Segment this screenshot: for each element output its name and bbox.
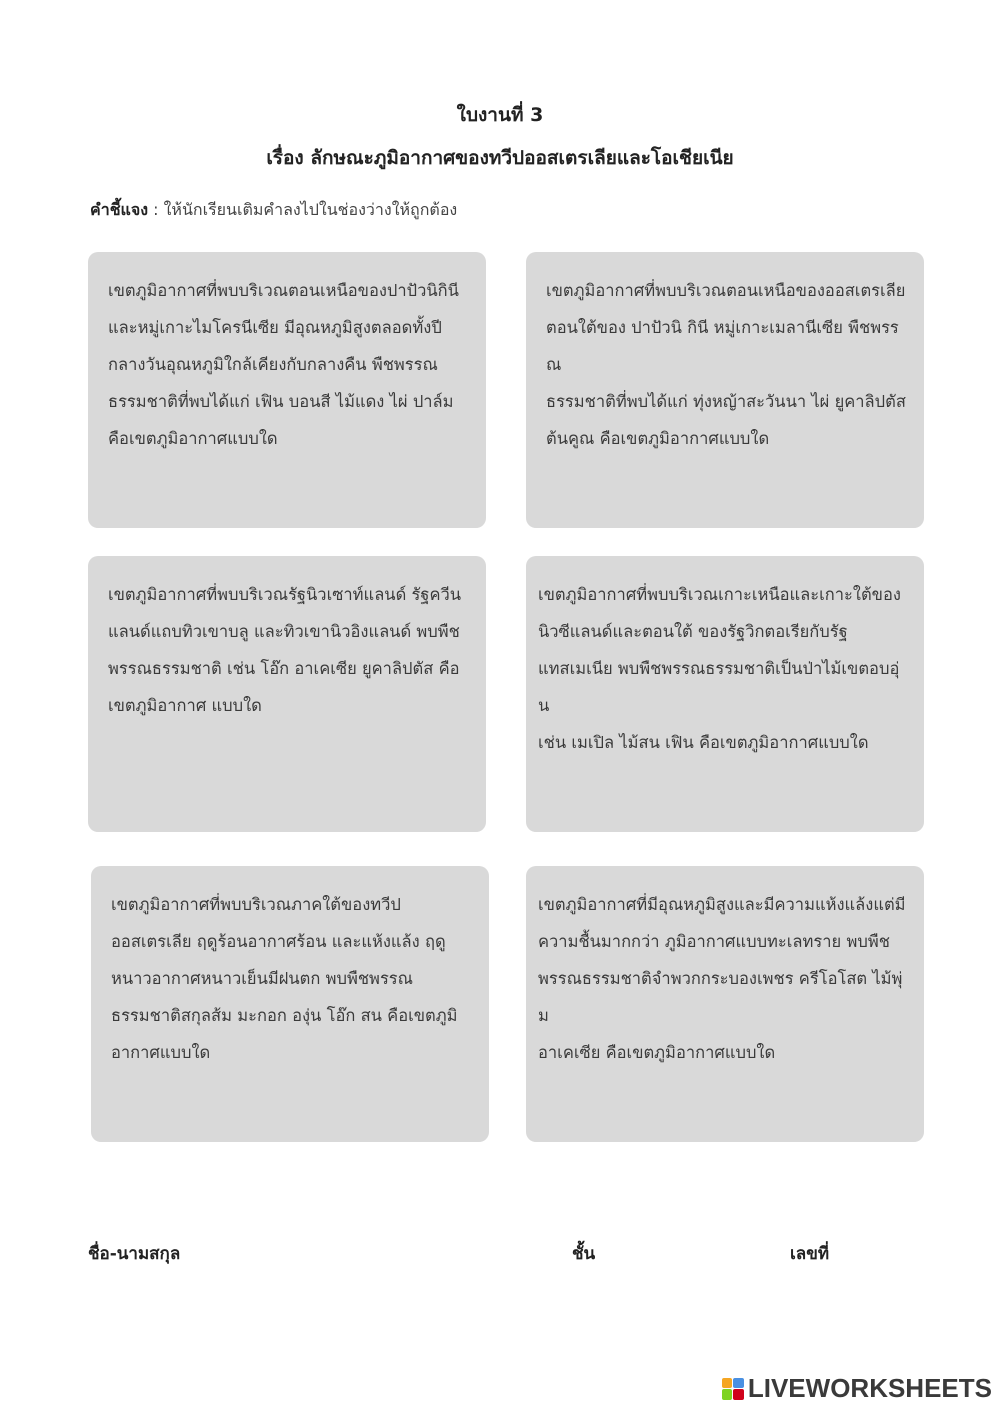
- question-line: ตอนใต้ของ ปาปัวนิ กินี หมู่เกาะเมลานีเซีย พืชพรรณ: [546, 318, 899, 374]
- question-line: นิวซีแลนด์และตอนใต้ ของรัฐวิกตอเรียกับรัฐ: [538, 622, 848, 641]
- question-line: เช่น เมเปิล ไม้สน เฟิน คือเขตภูมิอากาศแบบใด: [538, 733, 869, 752]
- question-line: หนาวอากาศหนาวเย็นมีฝนตก พบพืชพรรณ: [111, 969, 413, 988]
- question-card-5[interactable]: [91, 866, 489, 1142]
- question-line: เขตภูมิอากาศที่พบบริเวณภาคใต้ของทวีป: [111, 895, 401, 914]
- question-card-1[interactable]: [88, 252, 486, 528]
- logo-square: [733, 1378, 744, 1389]
- student-number-label: เลขที่: [790, 1244, 830, 1264]
- question-line: ความชื้นมากกว่า ภูมิอากาศแบบทะเลทราย พบพืช: [538, 932, 890, 951]
- worksheet-number-title: ใบงานที่ 3: [456, 104, 544, 126]
- logo-square: [722, 1389, 733, 1400]
- question-line: พรรณธรรมชาติ เช่น โอ๊ก อาเคเซีย ยูคาลิปตัส คือ: [108, 659, 460, 678]
- question-line: เขตภูมิอากาศที่พบบริเวณตอนเหนือของออสเตรเลีย: [546, 281, 906, 300]
- name-field-label: ชื่อ-นามสกุล: [88, 1244, 181, 1264]
- question-line: ธรรมชาติสกุลส้ม มะกอก องุ่น โอ๊ก สน คือเขตภูมิ: [111, 1006, 458, 1025]
- question-line: เขตภูมิอากาศที่มีอุณหภูมิสูงและมีความแห้งแล้งแต่มี: [538, 895, 906, 914]
- logo-square: [722, 1378, 733, 1389]
- question-line: เขตภูมิอากาศ แบบใด: [108, 696, 262, 715]
- question-card-2[interactable]: [526, 252, 924, 528]
- question-line: ต้นคูณ คือเขตภูมิอากาศแบบใด: [546, 429, 770, 448]
- question-line: กลางวันอุณหภูมิใกล้เคียงกับกลางคืน พืชพรรณ: [108, 355, 438, 374]
- question-line: ธรรมชาติที่พบได้แก่ เฟิน บอนสี ไม้แดง ไผ่ ปาล์ม: [108, 392, 454, 411]
- liveworksheets-brand: [722, 1373, 992, 1404]
- question-line: ออสเตรเลีย ฤดูร้อนอากาศร้อน และแห้งแล้ง ฤดู: [111, 932, 446, 951]
- instruction: [90, 198, 457, 223]
- instruction-text: : ให้นักเรียนเติมคำลงไปในช่องว่างให้ถูกต้อง: [148, 200, 458, 219]
- brand-text: LIVEWORKSHEETS: [747, 1373, 992, 1403]
- liveworksheets-logo-icon: [722, 1378, 744, 1400]
- question-line: เขตภูมิอากาศที่พบบริเวณเกาะเหนือและเกาะใต้ของ: [538, 585, 901, 604]
- question-line: ธรรมชาติที่พบได้แก่ ทุ่งหญ้าสะวันนา ไผ่ ยูคาลิปตัส: [546, 392, 906, 411]
- instruction-label: คำชี้แจง: [90, 200, 149, 219]
- question-line: แทสเมเนีย พบพืชพรรณธรรมชาติเป็นป่าไม้เขตอบอุ่น: [538, 659, 900, 715]
- question-card-6[interactable]: [526, 866, 924, 1142]
- question-line: เขตภูมิอากาศที่พบบริเวณรัฐนิวเซาท์แลนด์ รัฐควีน: [108, 585, 462, 604]
- question-line: เขตภูมิอากาศที่พบบริเวณตอนเหนือของปาปัวนิกินี: [108, 281, 459, 300]
- question-card-3[interactable]: [88, 556, 486, 832]
- question-line: อาเคเซีย คือเขตภูมิอากาศแบบใด: [538, 1043, 776, 1062]
- question-card-4[interactable]: [526, 556, 924, 832]
- question-line: คือเขตภูมิอากาศแบบใด: [108, 429, 278, 448]
- question-line: อากาศแบบใด: [111, 1043, 211, 1062]
- worksheet-topic-title: เรื่อง ลักษณะภูมิอากาศของทวีปออสเตรเลียและโอเชียเนีย: [266, 147, 734, 169]
- logo-square: [733, 1389, 744, 1400]
- question-line: และหมู่เกาะไมโครนีเซีย มีอุณหภูมิสูงตลอดทั้งปี: [108, 318, 442, 337]
- question-line: พรรณธรรมชาติจำพวกกระบองเพชร ครีโอโสต ไม้พุ่ม: [538, 969, 903, 1025]
- class-field-label: ชั้น: [572, 1244, 596, 1264]
- question-line: แลนด์แถบทิวเขาบลู และทิวเขานิวอิงแลนด์ พบพืช: [108, 622, 460, 641]
